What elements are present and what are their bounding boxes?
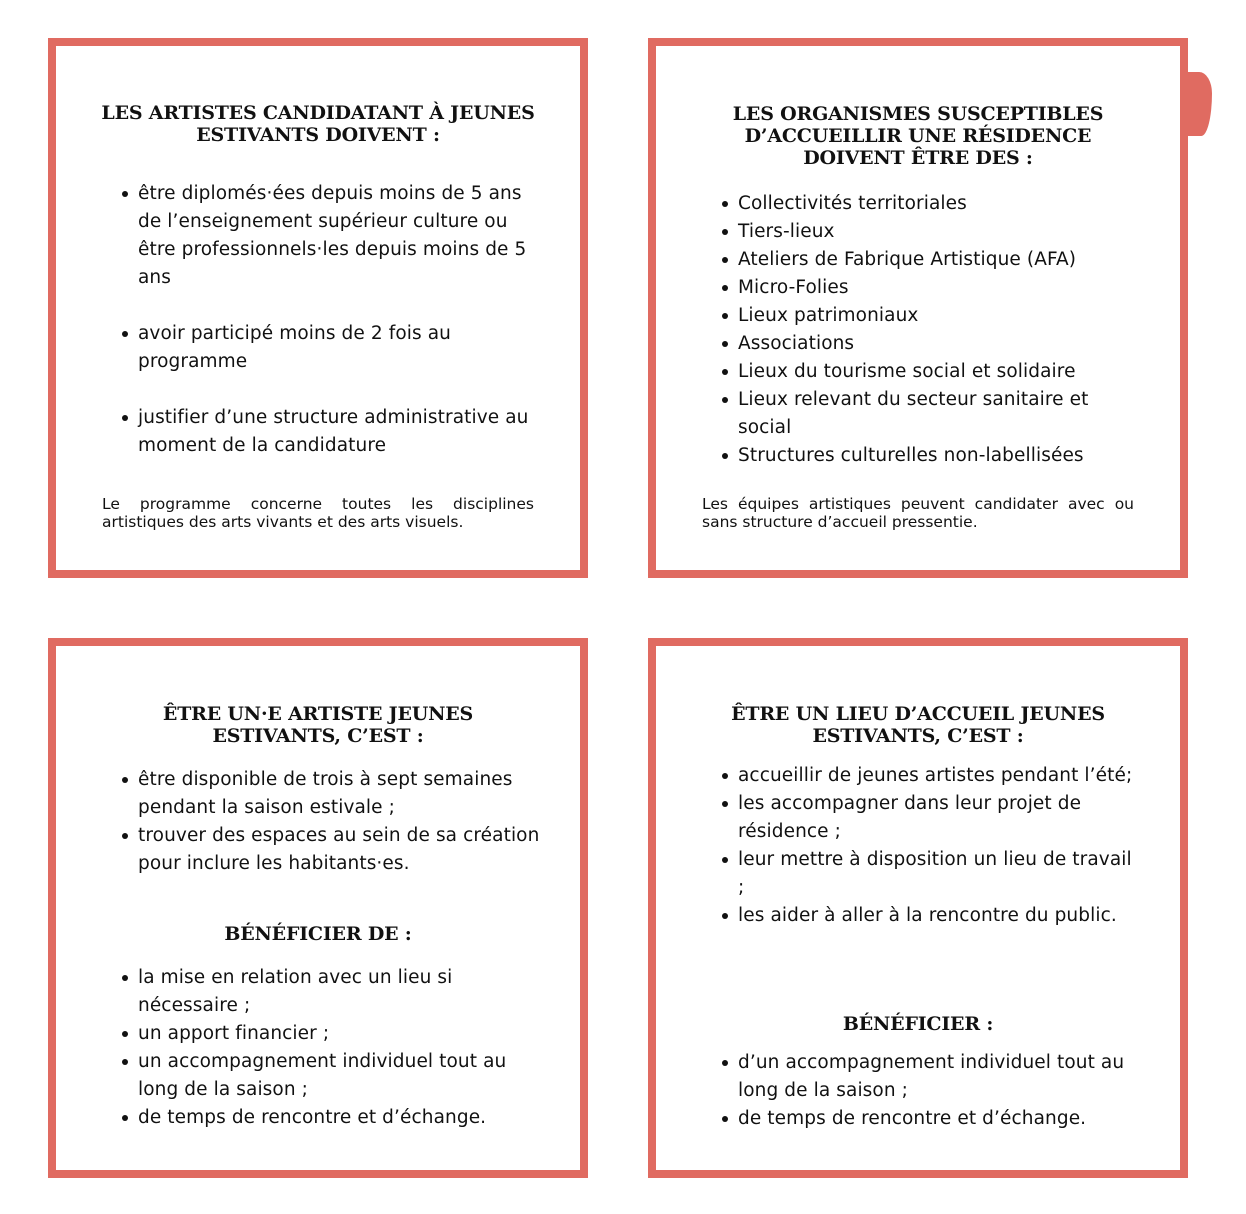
list-item: un accompagnement individuel tout au long de la saison ; bbox=[120, 1048, 540, 1104]
list-item: avoir participé moins de 2 fois au programme bbox=[120, 320, 540, 376]
list-item: Associations bbox=[720, 330, 1140, 358]
list-item: la mise en relation avec un lieu si nécessaire ; bbox=[120, 964, 540, 1020]
benefits-heading: BÉNÉFICIER DE : bbox=[224, 923, 412, 945]
card-heading: LES ORGANISMES SUSCEPTIBLES D’ACCUEILLIR UNE RÉSIDENCE DOIVENT ÊTRE DES : bbox=[732, 103, 1104, 169]
host-venue-role-card bbox=[648, 638, 1188, 1178]
list-item: Lieux patrimoniaux bbox=[720, 302, 1140, 330]
artist-eligibility-card bbox=[48, 38, 588, 578]
eligibility-list bbox=[120, 180, 540, 460]
commitments-list bbox=[720, 762, 1140, 930]
list-item: être disponible de trois à sept semaines pendant la saison estivale ; bbox=[120, 766, 540, 822]
list-item: Tiers-lieux bbox=[720, 218, 1140, 246]
organisation-types-list bbox=[720, 190, 1140, 470]
list-item: être diplomés·ées depuis moins de 5 ans de l’enseignement supérieur culture ou être professionnels·les depuis moins de 5 ans bbox=[120, 180, 540, 292]
benefits-heading: BÉNÉFICIER : bbox=[842, 1013, 994, 1035]
list-item: Micro-Folies bbox=[720, 274, 1140, 302]
list-item: trouver des espaces au sein de sa création pour inclure les habitants·es. bbox=[120, 822, 540, 878]
list-item: les accompagner dans leur projet de résidence ; bbox=[720, 790, 1140, 846]
host-organisations-card bbox=[648, 38, 1188, 578]
list-item: justifier d’une structure administrative au moment de la candidature bbox=[120, 404, 540, 460]
benefits-list bbox=[720, 1049, 1140, 1133]
list-item: d’un accompagnement individuel tout au long de la saison ; bbox=[720, 1049, 1140, 1105]
list-item: accueillir de jeunes artistes pendant l’été; bbox=[720, 762, 1140, 790]
list-item: Structures culturelles non-labellisées bbox=[720, 442, 1140, 470]
list-item: un apport financier ; bbox=[120, 1020, 540, 1048]
card-heading: LES ARTISTES CANDIDATANT À JEUNES ESTIVANTS DOIVENT : bbox=[101, 102, 535, 146]
artist-role-card bbox=[48, 638, 588, 1178]
card-footnote: Le programme concerne toutes les disciplines artistiques des arts vivants et des arts visuels. bbox=[102, 495, 534, 531]
card-footnote: Les équipes artistiques peuvent candidater avec ou sans structure d’accueil pressentie. bbox=[702, 495, 1134, 531]
list-item: Ateliers de Fabrique Artistique (AFA) bbox=[720, 246, 1140, 274]
list-item: Lieux du tourisme social et solidaire bbox=[720, 358, 1140, 386]
commitments-list bbox=[120, 766, 540, 878]
list-item: de temps de rencontre et d’échange. bbox=[120, 1104, 540, 1132]
card-heading: ÊTRE UN LIEU D’ACCUEIL JEUNES ESTIVANTS, C’EST : bbox=[731, 703, 1105, 747]
list-item: les aider à aller à la rencontre du public. bbox=[720, 902, 1140, 930]
list-item: de temps de rencontre et d’échange. bbox=[720, 1105, 1140, 1133]
list-item: Lieux relevant du secteur sanitaire et social bbox=[720, 386, 1140, 442]
list-item: Collectivités territoriales bbox=[720, 190, 1140, 218]
card-heading: ÊTRE UN·E ARTISTE JEUNES ESTIVANTS, C’EST : bbox=[162, 703, 474, 747]
list-item: leur mettre à disposition un lieu de travail ; bbox=[720, 846, 1140, 902]
benefits-list bbox=[120, 964, 540, 1132]
